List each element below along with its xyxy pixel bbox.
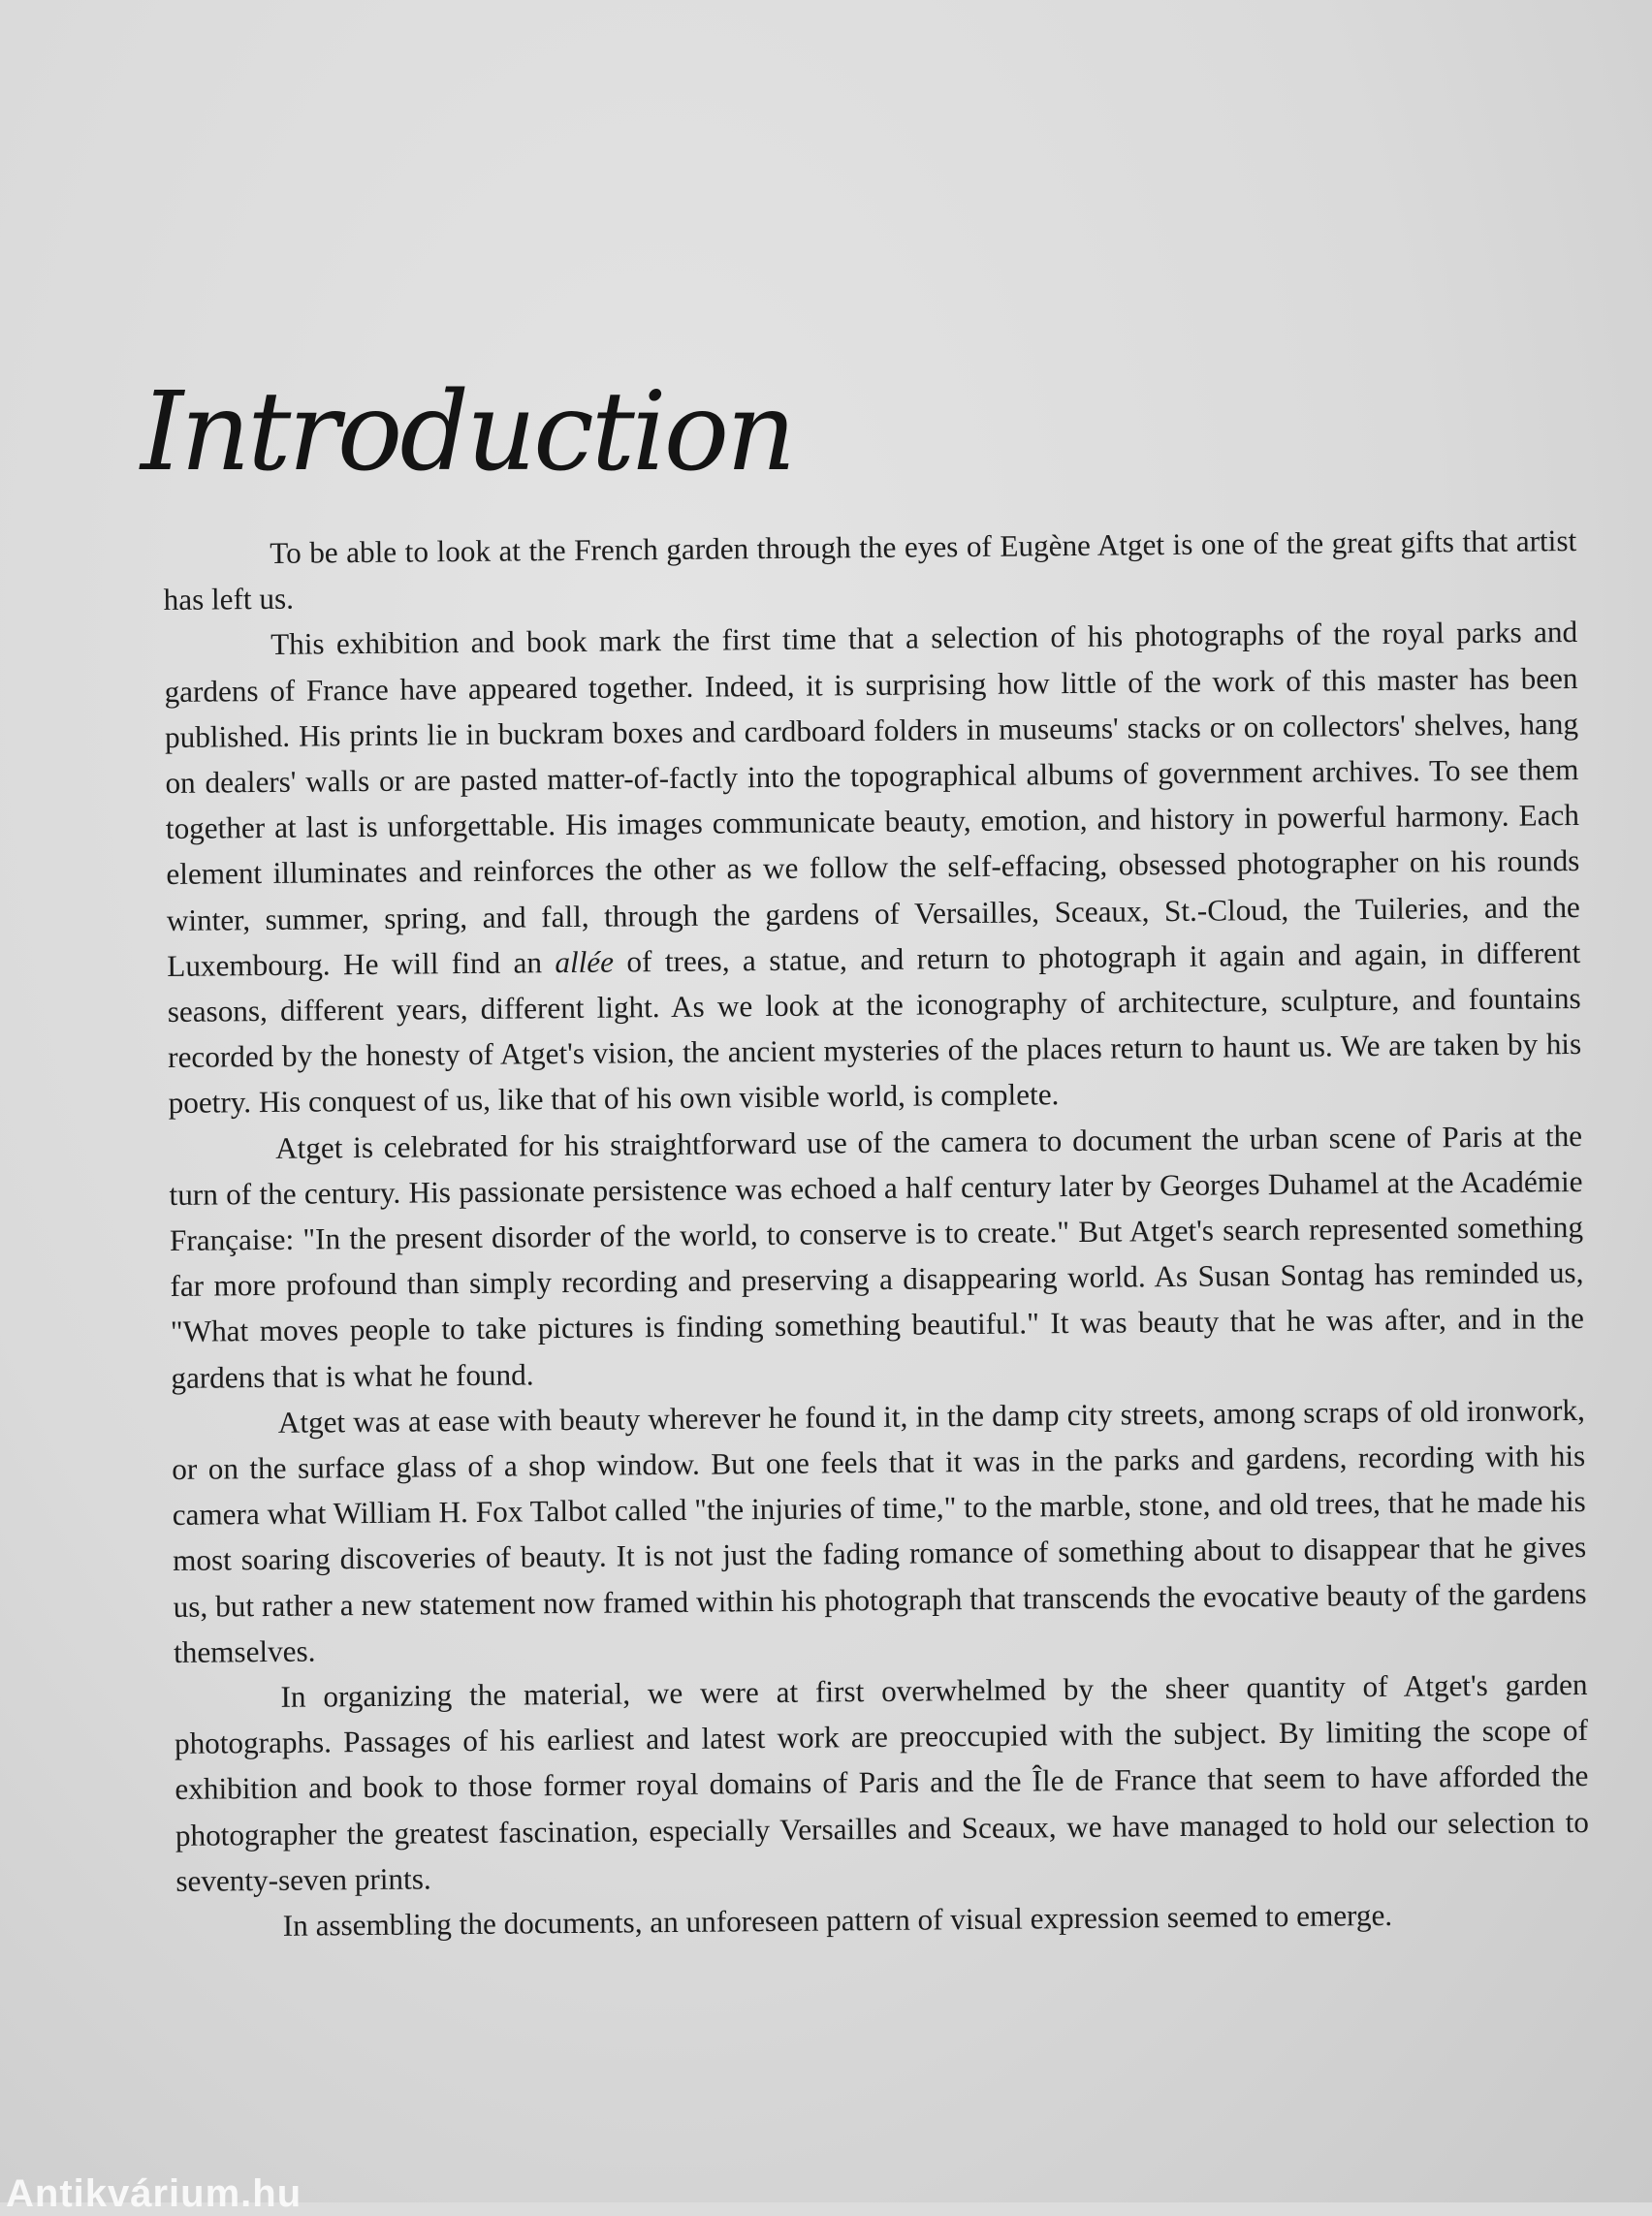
watermark: Antikvárium.hu [6,2172,302,2215]
paragraph-1: To be able to look at the French garden through the eyes of Eugène Atget is one of the great gifts that artist has left us. [163,523,1577,617]
paragraph-3: Atget is celebrated for his straightforward use of the camera to document the urban scene of Paris at the turn of the century. His passionate persistence was echoed a half century later by Georges Duhamel at the Académie Française: "In the present disorder of the world, to conserve is to create." But Atget's search represented something far more profound than simply recording and preserving a disappearing world. As Susan Sontag has reminded us, "What moves people to take pictures is finding something beautiful." It was beauty that he was after, and in the gardens that is what he found. [169,1118,1585,1395]
page-title: Introduction [141,369,794,495]
paragraph-5: In organizing the material, we were at first overwhelmed by the sheer quantity of Atget's garden photographs. Passages of his earliest and latest work are preoccupied with the subject. By limiting the scope of exhibition and book to those former royal domains of Paris and the Île de France that seem to have afforded the photographer the greatest fascination, especially Versailles and Sceaux, we have managed to hold our selection to seventy-seven prints. [174,1667,1590,1898]
paragraph-6: In assembling the documents, an unforeseen pattern of visual expression seemed to emerge. [282,1897,1393,1943]
paragraph-2-italic-word: allée [555,944,615,979]
paragraph-2-text-before: This exhibition and book mark the first time that a selection of his photographs of the royal parks and gardens of France have appeared together. Indeed, it is surprising how little of the work of this master has been published. His prints lie in buckram boxes and cardboard folders in museums' stacks or on collectors' shelves, hang on dealers' walls or are pasted matter-of-factly into the topographical albums of government archives. To see them together at last is unforgettable. His images communicate beauty, emotion, and history in powerful harmony. Each element illuminates and reinforces the other as we follow the self-effacing, obsessed photographer on his rounds winter, summer, spring, and fall, through the gardens of Versailles, Sceaux, St.-Cloud, the Tuileries, and the Luxembourg. He will find an [164,615,1580,983]
paragraph-2 [164,609,1582,1125]
introduction-body [163,518,1590,1949]
paragraph-2-text-after: of trees, a statue, and return to photograph it again and again, in different seasons, different years, different light. As we look at the iconography of architecture, sculpture, and fountains recorded by the honesty of Atget's vision, the ancient mysteries of the places return to haunt us. We are taken by his poetry. His conquest of us, like that of his own visible world, is complete. [167,934,1582,1121]
paragraph-4: Atget was at ease with beauty wherever he found it, in the damp city streets, among scraps of old ironwork, or on the surface glass of a shop window. But one feels that it was in the parks and gardens, recording with his camera what William H. Fox Talbot called "the injuries of time," to the marble, stone, and old trees, that he made his most soaring discoveries of beauty. It is not just the fading romance of something about to disappear that he gives us, but rather a new statement now framed within his photograph that transcends the evocative beauty of the gardens themselves. [172,1392,1587,1669]
